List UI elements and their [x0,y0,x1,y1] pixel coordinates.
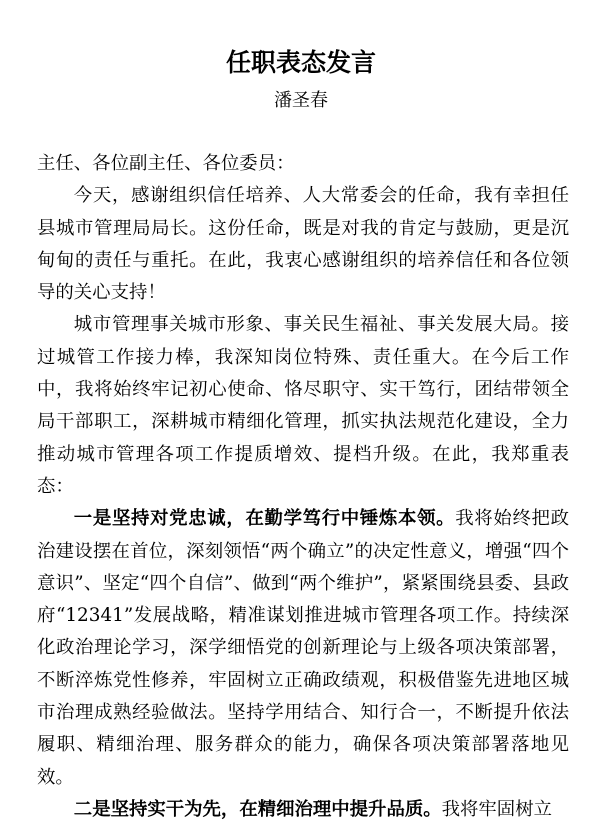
paragraph-3 [37,503,569,794]
salutation: 主任、各位副主任、各位委员： [37,153,295,174]
paragraph-3-lead: 一是坚持对党忠诚，在勤学笃行中锤炼本领。 [73,508,456,530]
paragraph-4-lead: 二是坚持实干为先，在精细治理中提升品质。 [73,798,442,820]
paragraph-1-text: 今天，感谢组织信任培养、人大常委会的任命，我有幸担任县城市管理局局长。这份任命，既是对我的肯定与鼓励，更是沉甸甸的责任与重托。在此，我衷心感谢组织的培养信任和各位领导的关心支持！ [37,185,569,304]
paragraph-4-text: 我将牢固树立 [441,798,552,820]
paragraph-2 [37,309,569,503]
document-title: 任职表态发言 [225,48,376,77]
document-body [37,148,569,826]
paragraph-3-text: 我将始终把政治建设摆在首位，深刻领悟“两个确立”的决定性意义，增强“四个意识”、坚定“四个自信”、做到“两个维护”，紧紧围绕县委、县政府“12341”发展战略，精准谋划推进城市管理各项工作。持续深化政治理论学习，深学细悟党的创新理论与上级各项决策部署，不断淬炼党性修养，牢固树立正确政绩观，积极借鉴先进地区城市治理成熟经验做法。坚持学用结合、知行合一，不断提升依法履职、精细治理、服务群众的能力，确保各项决策部署落地见效。 [37,508,569,788]
document-author: 潘圣春 [274,90,328,111]
paragraph-1 [37,180,569,309]
paragraph-4 [37,794,569,826]
paragraph-2-text: 城市管理事关城市形象、事关民生福祉、事关发展大局。接过城管工作接力棒，我深知岗位特殊、责任重大。在今后工作中，我将始终牢记初心使命、恪尽职守、实干笃行，团结带领全局干部职工，深耕城市精细化管理，抓实执法规范化建设，全力推动城市管理各项工作提质增效、提档升级。在此，我郑重表态： [37,314,569,497]
